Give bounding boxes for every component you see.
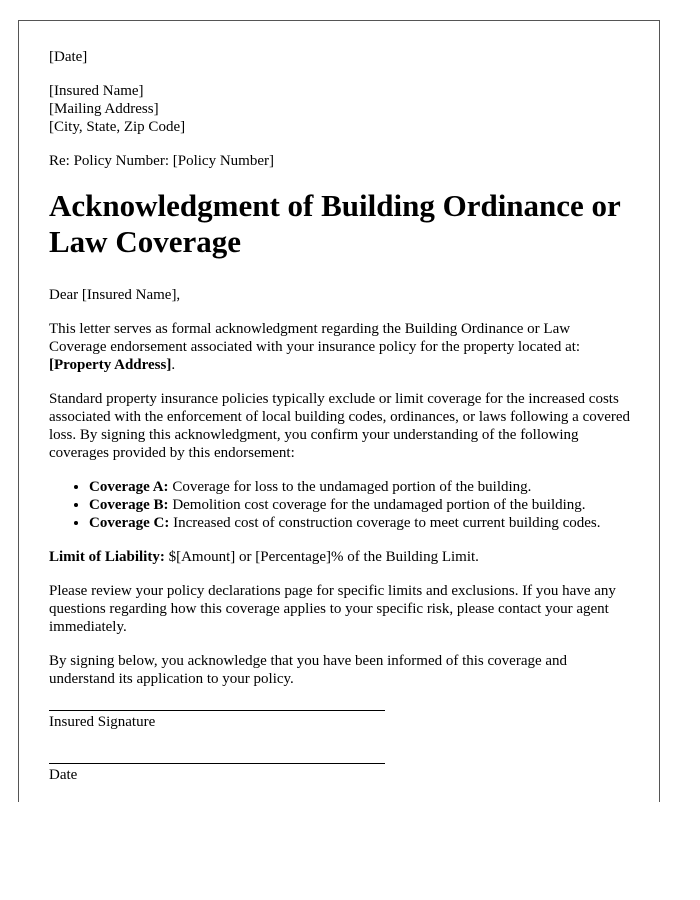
coverage-c-text: Increased cost of construction coverage to meet current building codes. — [169, 515, 601, 531]
letter-title: Acknowledgment of Building Ordinance or Law Coverage — [49, 188, 621, 259]
review-paragraph: Please review your policy declarations page for specific limits and exclusions. If you have any questions regarding how this coverage applies to your specific risk, please contact your agent immediately. — [49, 583, 616, 635]
salutation: Dear [Insured Name], — [49, 287, 181, 303]
letter-content — [49, 48, 631, 802]
letter-date: [Date] — [49, 49, 88, 65]
property-address: [Property Address] — [49, 357, 172, 373]
coverage-b-text: Demolition cost coverage for the undamaged portion of the building. — [168, 497, 586, 513]
coverage-b-item — [89, 496, 631, 514]
intro-text: This letter serves as formal acknowledgment regarding the Building Ordinance or Law Coverage endorsement associated with your insurance policy for the property located at: — [49, 321, 581, 355]
coverage-list — [49, 478, 631, 532]
letter-page — [18, 20, 660, 802]
coverage-b-label: Coverage B: — [89, 497, 169, 513]
re-policy-line: Re: Policy Number: [Policy Number] — [49, 153, 274, 169]
recipient-mailing-address: [Mailing Address] — [49, 101, 159, 117]
recipient-address-block — [49, 82, 631, 136]
signature-label: Insured Signature — [49, 714, 156, 730]
coverage-a-text: Coverage for loss to the undamaged portion of the building. — [168, 479, 532, 495]
limit-label: Limit of Liability: — [49, 549, 165, 565]
signature-block — [49, 710, 631, 784]
limit-of-liability — [49, 548, 631, 566]
recipient-name: [Insured Name] — [49, 83, 144, 99]
signing-paragraph: By signing below, you acknowledge that you have been informed of this coverage and understand its application to your policy. — [49, 653, 568, 687]
coverage-c-label: Coverage C: — [89, 515, 170, 531]
coverage-c-item — [89, 514, 631, 532]
date-label: Date — [49, 767, 78, 783]
explanation-paragraph: Standard property insurance policies typically exclude or limit coverage for the increased costs associated with the enforcement of local building codes, ordinances, or laws following a covered loss. By signing this acknowledgment, you confirm your understanding of the following coverages provided by this endorsement: — [49, 391, 631, 461]
coverage-a-label: Coverage A: — [89, 479, 169, 495]
limit-text: $[Amount] or [Percentage]% of the Building Limit. — [164, 549, 479, 565]
coverage-a-item — [89, 478, 631, 496]
recipient-city-state-zip: [City, State, Zip Code] — [49, 119, 186, 135]
intro-end: . — [171, 357, 176, 373]
intro-paragraph — [49, 320, 631, 374]
